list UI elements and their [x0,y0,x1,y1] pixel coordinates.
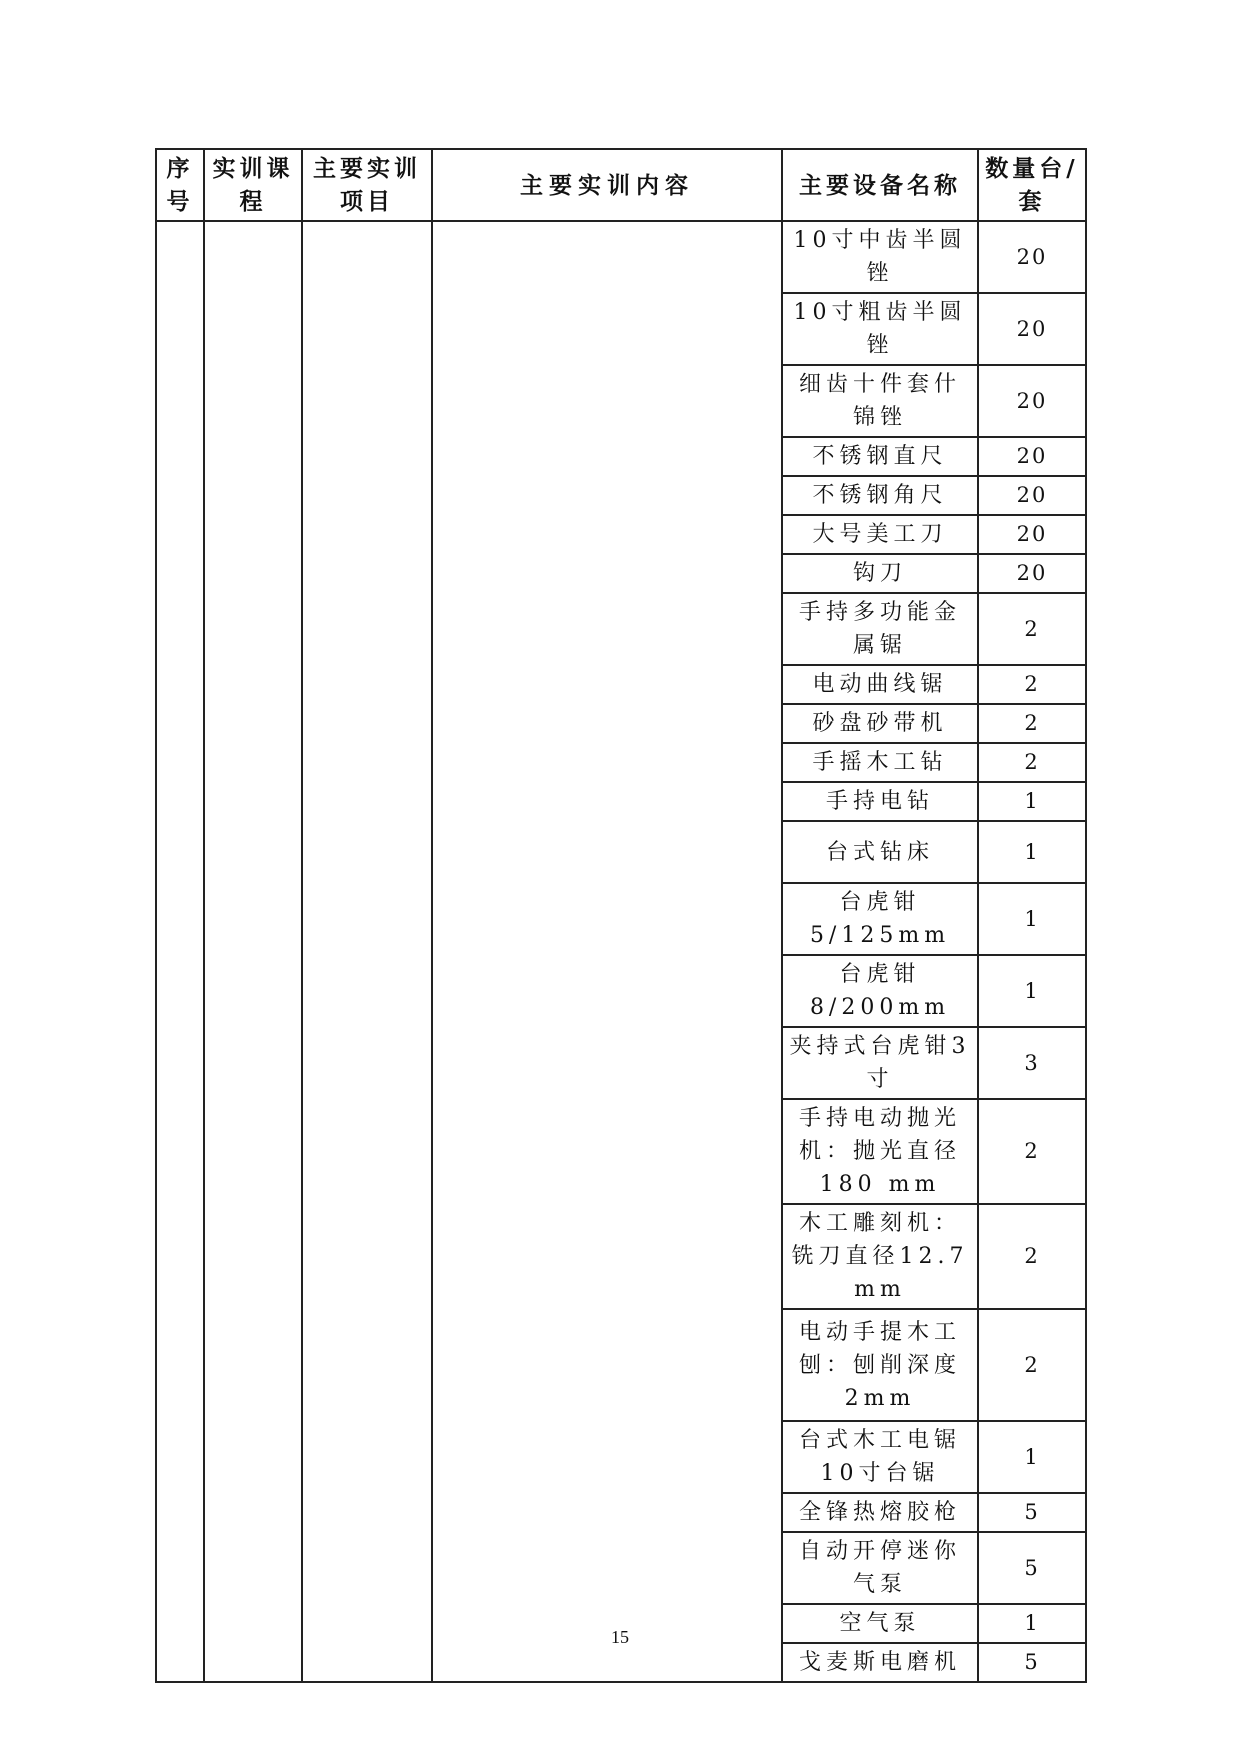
equipment-quantity: 2 [978,743,1086,782]
equipment-quantity: 20 [978,365,1086,437]
header-quantity: 数量台/套 [978,149,1086,221]
header-row [156,149,1086,221]
project-cell [302,221,432,1682]
table-body [156,221,1086,1682]
equipment-name: 手持电钻 [782,782,978,821]
table-row [156,221,1086,293]
equipment-name: 大号美工刀 [782,515,978,554]
equipment-quantity: 5 [978,1643,1086,1682]
equipment-name: 细齿十件套什锦锉 [782,365,978,437]
equipment-name: 夹持式台虎钳3寸 [782,1027,978,1099]
equipment-name: 台式钻床 [782,821,978,883]
header-project: 主要实训项目 [302,149,432,221]
equipment-quantity: 2 [978,1309,1086,1421]
equipment-quantity: 5 [978,1532,1086,1604]
equipment-quantity: 5 [978,1493,1086,1532]
equipment-name: 钩刀 [782,554,978,593]
table-header [156,149,1086,221]
equipment-name: 戈麦斯电磨机 [782,1643,978,1682]
equipment-quantity: 2 [978,704,1086,743]
equipment-quantity: 20 [978,515,1086,554]
course-cell [204,221,302,1682]
equipment-name: 空气泵 [782,1604,978,1643]
equipment-quantity: 3 [978,1027,1086,1099]
equipment-quantity: 20 [978,476,1086,515]
equipment-name: 自动开停迷你气泵 [782,1532,978,1604]
equipment-name: 木工雕刻机：铣刀直径12.7 mm [782,1204,978,1309]
equipment-quantity: 1 [978,883,1086,955]
equipment-table [155,148,1087,1683]
equipment-name: 台式木工电锯10寸台锯 [782,1421,978,1493]
equipment-quantity: 1 [978,821,1086,883]
equipment-name: 电动曲线锯 [782,665,978,704]
equipment-quantity: 2 [978,1204,1086,1309]
equipment-name: 不锈钢角尺 [782,476,978,515]
header-course: 实训课程 [204,149,302,221]
equipment-name: 手持电动抛光机：抛光直径180 mm [782,1099,978,1204]
equipment-name: 手摇木工钻 [782,743,978,782]
equipment-name: 全锋热熔胶枪 [782,1493,978,1532]
equipment-name: 手持多功能金属锯 [782,593,978,665]
equipment-quantity: 2 [978,665,1086,704]
equipment-quantity: 2 [978,1099,1086,1204]
equipment-name: 不锈钢直尺 [782,437,978,476]
equipment-quantity: 1 [978,1421,1086,1493]
equipment-name: 10寸中齿半圆锉 [782,221,978,293]
equipment-name: 砂盘砂带机 [782,704,978,743]
equipment-quantity: 20 [978,221,1086,293]
equipment-quantity: 20 [978,554,1086,593]
equipment-name: 台虎钳5/125mm [782,883,978,955]
equipment-name: 电动手提木工刨：刨削深度2mm [782,1309,978,1421]
page-number: 15 [611,1627,629,1647]
equipment-quantity: 20 [978,293,1086,365]
equipment-quantity: 20 [978,437,1086,476]
header-equipment: 主要设备名称 [782,149,978,221]
equipment-quantity: 1 [978,1604,1086,1643]
equipment-name: 10寸粗齿半圆锉 [782,293,978,365]
content-cell [432,221,782,1682]
header-content: 主要实训内容 [432,149,782,221]
equipment-quantity: 1 [978,782,1086,821]
equipment-name: 台虎钳8/200mm [782,955,978,1027]
equipment-quantity: 1 [978,955,1086,1027]
seq-cell [156,221,204,1682]
header-seq: 序号 [156,149,204,221]
equipment-quantity: 2 [978,593,1086,665]
